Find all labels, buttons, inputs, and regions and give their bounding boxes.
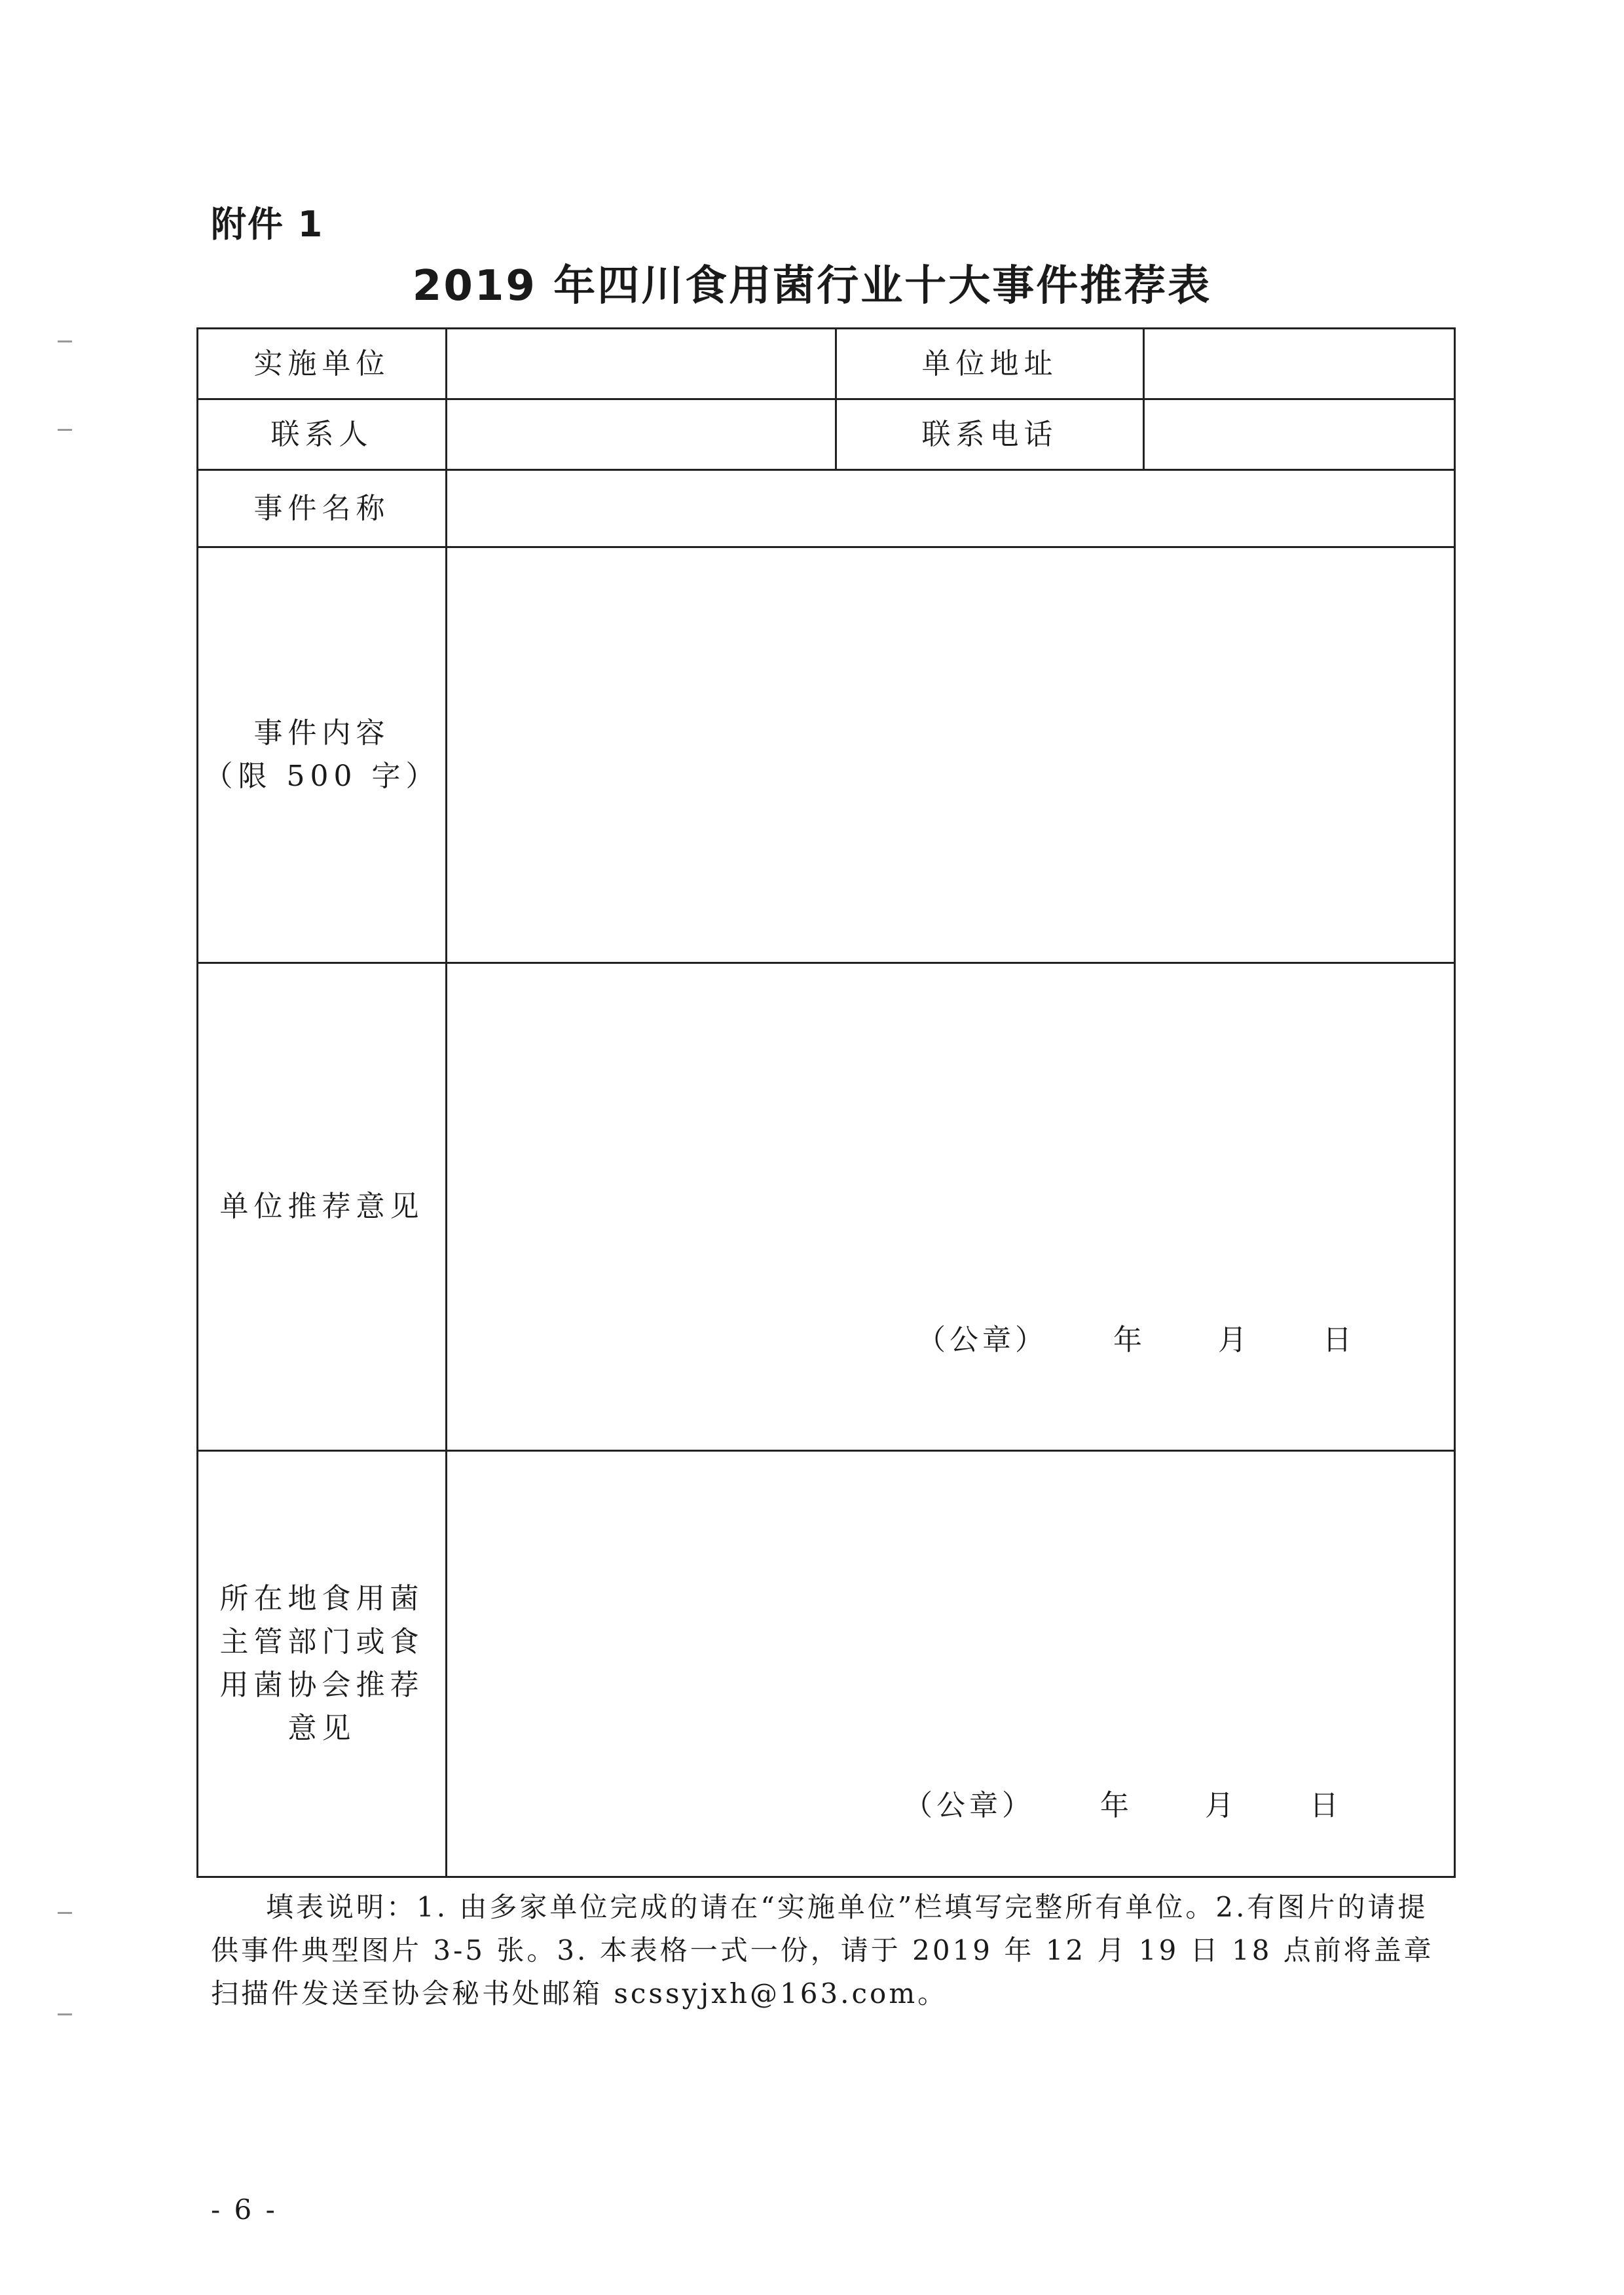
local-opinion-line: 用菌协会推荐 xyxy=(219,1668,424,1702)
unit-opinion-label: 单位推荐意见 xyxy=(198,963,447,1451)
unit-stamp-line xyxy=(917,1316,1356,1358)
local-stamp-line xyxy=(904,1782,1342,1824)
local-opinion-line: 主管部门或食 xyxy=(219,1625,424,1659)
event-name-field[interactable] xyxy=(447,470,1455,547)
scan-mark xyxy=(58,340,72,342)
local-opinion-line: 所在地食用菌 xyxy=(219,1582,424,1615)
event-content-label: 事件内容 xyxy=(253,716,390,750)
scan-mark xyxy=(58,1912,72,1914)
stamp-label: （公章） xyxy=(904,1789,1035,1822)
day-label: 日 xyxy=(1323,1323,1356,1357)
contact-label: 联系人 xyxy=(198,399,447,470)
impl-unit-label: 实施单位 xyxy=(198,329,447,399)
phone-label: 联系电话 xyxy=(836,399,1144,470)
phone-field[interactable] xyxy=(1144,399,1455,470)
event-content-field[interactable] xyxy=(447,547,1455,963)
unit-opinion-field[interactable] xyxy=(447,963,1455,1451)
impl-unit-field[interactable] xyxy=(447,329,836,399)
event-content-label-cell xyxy=(198,547,447,963)
unit-address-field[interactable] xyxy=(1144,329,1455,399)
year-label: 年 xyxy=(1100,1789,1133,1822)
month-label: 月 xyxy=(1205,1789,1238,1822)
scan-mark xyxy=(58,2013,72,2015)
month-label: 月 xyxy=(1218,1323,1251,1357)
stamp-label: （公章） xyxy=(917,1323,1048,1357)
year-label: 年 xyxy=(1113,1323,1146,1357)
fill-instructions: 填表说明：1. 由多家单位完成的请在“实施单位”栏填写完整所有单位。2.有图片的请提供事件典型图片 3-5 张。3. 本表格一式一份，请于 2019 年 12 月 19 日 18 点前将盖章扫描件发送至协会秘书处邮箱 scssyjxh@163.com。 xyxy=(211,1891,1434,2010)
attachment-label: 附件 1 xyxy=(211,204,324,245)
event-name-label: 事件名称 xyxy=(198,470,447,547)
page-title: 2019 年四川食用菌行业十大事件推荐表 xyxy=(412,262,1212,310)
day-label: 日 xyxy=(1310,1789,1342,1822)
page-number: - 6 - xyxy=(211,2194,278,2226)
scan-mark xyxy=(58,429,72,431)
event-content-limit: （限 500 字） xyxy=(204,760,440,793)
contact-field[interactable] xyxy=(447,399,836,470)
local-opinion-field[interactable] xyxy=(447,1451,1455,1877)
local-opinion-line: 意见 xyxy=(287,1712,356,1745)
local-opinion-label-cell xyxy=(198,1451,447,1877)
recommendation-form xyxy=(196,327,1456,1878)
unit-address-label: 单位地址 xyxy=(836,329,1144,399)
